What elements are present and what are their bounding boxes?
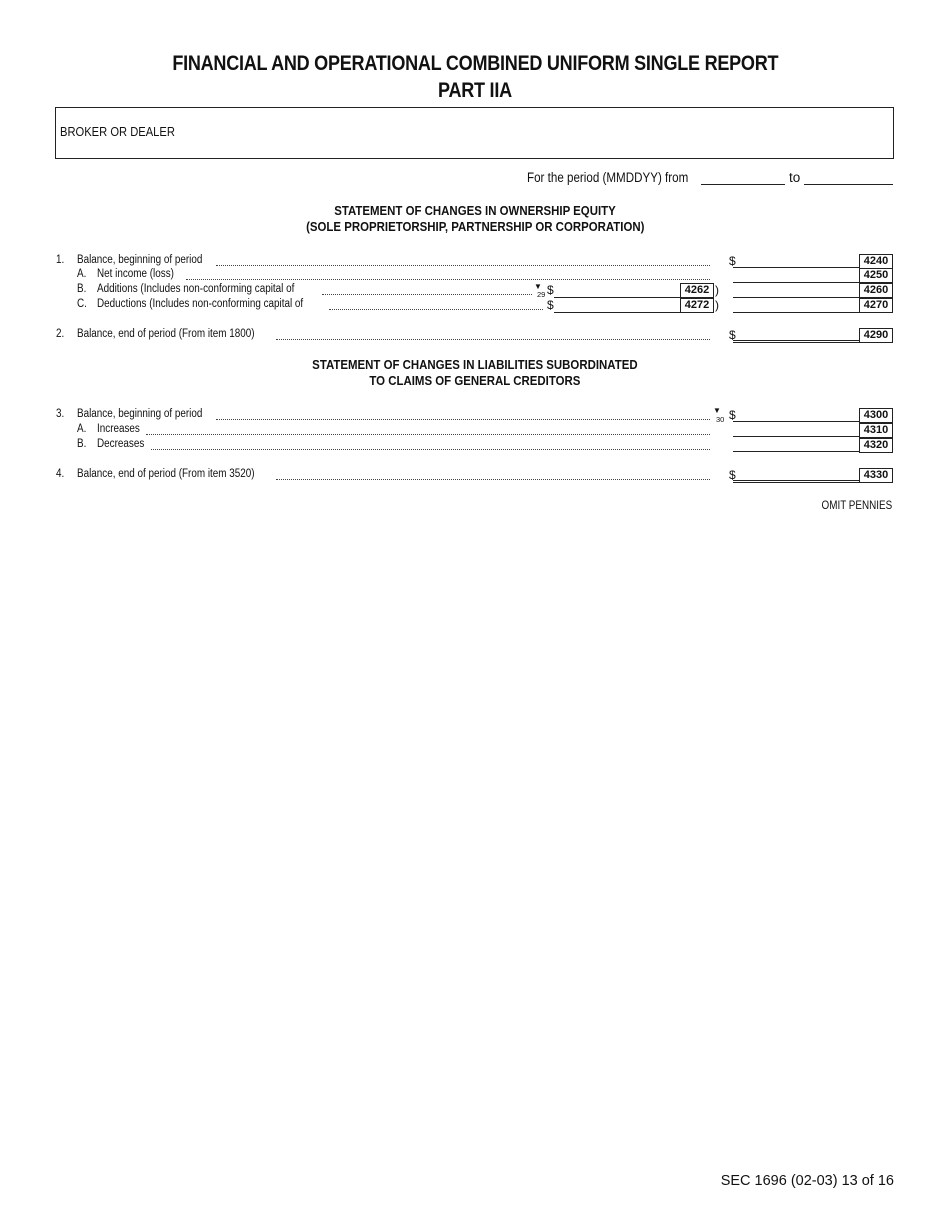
item-4-dollar: $ <box>729 468 736 482</box>
item-1c-sub-dollar: $ <box>547 298 554 312</box>
item-1-number: 1. <box>56 254 65 266</box>
item-2-dollar: $ <box>729 328 736 342</box>
item-4-number: 4. <box>56 468 65 480</box>
footnote-arrow-icon: ▼ <box>713 406 721 415</box>
item-3a-label: Increases <box>97 423 140 435</box>
code-4270: 4270 <box>859 298 893 313</box>
item-3-leader <box>216 418 710 420</box>
form-subtitle: PART IIA <box>438 79 512 102</box>
footnote-arrow-icon: ▼ <box>534 282 542 291</box>
form-footer: SEC 1696 (02-03) 13 of 16 <box>720 1173 894 1189</box>
item-3a-letter: A. <box>77 423 87 435</box>
item-3b-letter: B. <box>77 438 87 450</box>
item-1-dollar: $ <box>729 254 736 268</box>
code-4260: 4260 <box>859 283 893 298</box>
item-1c-label: Deductions (Includes non-conforming capital of <box>97 298 304 310</box>
item-2-leader <box>276 338 710 340</box>
item-1-leader <box>216 264 710 266</box>
section2-heading: STATEMENT OF CHANGES IN LIABILITIES SUBORDINATED TO CLAIMS OF GENERAL CREDITORS <box>312 357 638 388</box>
item-1b-paren: ) <box>715 283 719 297</box>
item-1c-paren: ) <box>715 298 719 312</box>
item-2-label: Balance, end of period (From item 1800) <box>77 328 255 340</box>
item-1b-label: Additions (Includes non-conforming capital of <box>97 283 295 295</box>
broker-dealer-label: BROKER OR DEALER <box>60 124 175 139</box>
footnote-29: 29 <box>537 290 546 299</box>
item-1a-letter: A. <box>77 268 87 280</box>
code-4310: 4310 <box>859 423 893 438</box>
code-4290: 4290 <box>859 328 893 343</box>
period-to-field[interactable] <box>804 172 893 185</box>
item-3-label: Balance, beginning of period <box>77 408 203 420</box>
code-4250: 4250 <box>859 268 893 283</box>
item-3-dollar: $ <box>729 408 736 422</box>
period-to-label: to <box>789 170 801 185</box>
item-3b-leader <box>151 448 710 450</box>
item-4-label: Balance, end of period (From item 3520) <box>77 468 255 480</box>
item-1a-leader <box>186 278 710 280</box>
form-title: FINANCIAL AND OPERATIONAL COMBINED UNIFORM SINGLE REPORT <box>172 52 778 75</box>
code-4300: 4300 <box>859 408 893 423</box>
item-3a-leader <box>146 433 710 435</box>
period-from-field[interactable] <box>701 172 785 185</box>
item-2-number: 2. <box>56 328 65 340</box>
code-4320: 4320 <box>859 438 893 453</box>
footnote-30: 30 <box>716 415 725 424</box>
code-4262: 4262 <box>680 283 714 298</box>
item-1b-sub-dollar: $ <box>547 283 554 297</box>
item-1b-letter: B. <box>77 283 87 295</box>
item-3b-label: Decreases <box>97 438 145 450</box>
item-1-label: Balance, beginning of period <box>77 254 203 266</box>
item-4-leader <box>276 478 710 480</box>
omit-pennies-note: OMIT PENNIES <box>821 500 892 512</box>
period-label: For the period (MMDDYY) from <box>527 170 689 185</box>
item-1b-leader <box>322 293 532 295</box>
item-1a-label: Net income (loss) <box>97 268 174 280</box>
broker-dealer-box[interactable] <box>55 107 894 159</box>
code-4240: 4240 <box>859 254 893 269</box>
code-4272: 4272 <box>680 298 714 313</box>
item-1c-letter: C. <box>77 298 87 310</box>
period-row <box>527 170 715 185</box>
section1-heading: STATEMENT OF CHANGES IN OWNERSHIP EQUITY (SOLE PROPRIETORSHIP, PARTNERSHIP OR CORPORATION) <box>305 203 645 234</box>
code-4330: 4330 <box>859 468 893 483</box>
item-1c-leader <box>329 308 543 310</box>
item-3-number: 3. <box>56 408 65 420</box>
